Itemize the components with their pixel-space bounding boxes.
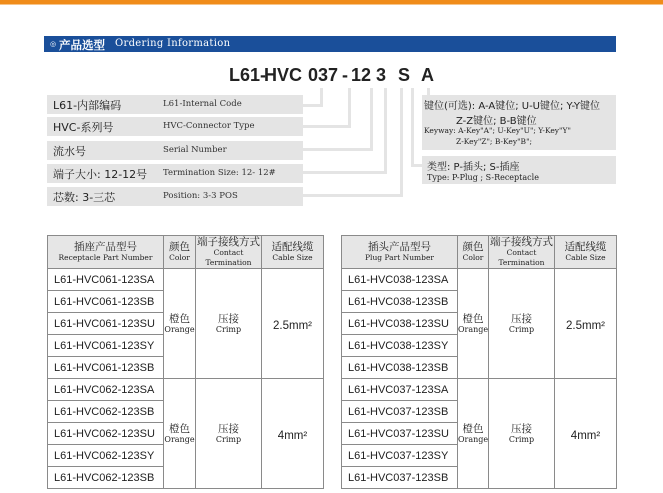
label-zh: L61-内部编码: [53, 99, 122, 112]
header-part-number: 插头产品型号 Plug Part Number: [342, 236, 458, 269]
part-number: L61-HVC037-123SA: [342, 379, 458, 401]
table-header-row: [342, 236, 617, 269]
cable-size-cell: 4mm²: [555, 379, 617, 489]
label-en: Position: 3-3 POS: [163, 191, 238, 201]
connector-line: [303, 171, 387, 174]
type-en: Type: P-Plug ; S-Receptacle: [427, 173, 539, 182]
code-dash: -: [342, 65, 348, 85]
label-zh: HVC-系列号: [53, 121, 114, 134]
connector-line: [370, 88, 373, 151]
cable-size-cell: 4mm²: [262, 379, 324, 489]
part-number: L61-HVC061-123SB: [48, 291, 164, 313]
receptacle-table: [47, 235, 324, 489]
label-type: [422, 156, 616, 184]
part-number: L61-HVC062-123SY: [48, 445, 164, 467]
section-title-en: Ordering Information: [115, 38, 231, 49]
part-number: L61-HVC037-123SB: [342, 401, 458, 423]
table-row: [48, 379, 324, 401]
header-termination: 端子接线方式 Contact Termination: [490, 236, 553, 267]
header-color: 颜色 Color: [164, 236, 196, 269]
part-number: L61-HVC038-123SY: [342, 335, 458, 357]
section-header: [44, 36, 616, 52]
label-zh: 芯数: 3-三芯: [53, 191, 116, 204]
plug-table: [341, 235, 617, 489]
connector-line: [384, 88, 387, 174]
top-accent-line-thin: [0, 4, 663, 5]
color-cell: 橙色 Orange: [164, 379, 196, 489]
part-number: L61-HVC038-123SB: [342, 357, 458, 379]
connector-line: [303, 125, 351, 128]
part-number: L61-HVC062-123SB: [48, 467, 164, 489]
table-row: [342, 269, 617, 291]
label-internal-code: [47, 95, 303, 114]
type-zh: 类型: P-插头; S-插座: [427, 162, 520, 173]
termination-cell: 压接 Crimp: [196, 379, 262, 489]
part-number: L61-HVC038-123SU: [342, 313, 458, 335]
part-number: L61-HVC062-123SB: [48, 401, 164, 423]
keyway-en-line1: Keyway: A-Key"A"; U-Key"U"; Y-Key"Y": [424, 126, 571, 135]
part-number: L61-HVC062-123SU: [48, 423, 164, 445]
termination-cell: 压接 Crimp: [489, 269, 555, 379]
termination-cell: 压接 Crimp: [489, 379, 555, 489]
label-zh: 流水号: [53, 145, 86, 158]
cable-size-cell: 2.5mm²: [262, 269, 324, 379]
part-number: L61-HVC062-123SA: [48, 379, 164, 401]
code-series: HVC: [264, 65, 303, 85]
connector-line: [320, 88, 323, 107]
part-number: L61-HVC037-123SY: [342, 445, 458, 467]
label-position: [47, 187, 303, 206]
label-en: HVC-Connector Type: [163, 121, 255, 131]
part-number: L61-HVC038-123SB: [342, 291, 458, 313]
code-position: 3: [376, 65, 387, 85]
header-termination: 端子接线方式 Contact Termination: [197, 236, 260, 267]
part-number: L61-HVC038-123SA: [342, 269, 458, 291]
label-serial-number: [47, 141, 303, 160]
code-type: S: [398, 65, 411, 85]
code-prefix: L61-: [229, 65, 267, 85]
label-en: L61-Internal Code: [163, 99, 242, 109]
termination-cell: 压接 Crimp: [196, 269, 262, 379]
bullet-icon: ◎: [50, 40, 57, 48]
part-number: L61-HVC037-123SB: [342, 467, 458, 489]
keyway-zh-line1: 键位(可选): A-A键位; U-U键位; Y-Y键位: [424, 101, 600, 112]
part-number: L61-HVC061-123SU: [48, 313, 164, 335]
label-zh: 端子大小: 12-12号: [53, 168, 148, 181]
connector-line: [303, 148, 373, 151]
code-keyway: A: [421, 65, 434, 85]
header-cable-size: 适配线缆 Cable Size: [555, 236, 617, 269]
part-number: L61-HVC061-123SA: [48, 269, 164, 291]
header-cable-size: 适配线缆 Cable Size: [262, 236, 324, 269]
section-title-zh: 产品选型: [59, 38, 105, 52]
header-color: 颜色 Color: [458, 236, 489, 269]
code-serial: 037: [308, 65, 339, 85]
color-cell: 橙色 Orange: [164, 269, 196, 379]
keyway-en-line2: Z-Key"Z"; B-Key"B";: [456, 137, 533, 146]
table-row: [342, 379, 617, 401]
table-row: [48, 269, 324, 291]
label-keyway: [422, 95, 616, 150]
cable-size-cell: 2.5mm²: [555, 269, 617, 379]
label-connector-type: [47, 117, 303, 136]
header-part-number: 插座产品型号 Receptacle Part Number: [48, 236, 164, 269]
color-cell: 橙色 Orange: [458, 269, 489, 379]
label-en: Termination Size: 12- 12#: [163, 168, 276, 178]
keyway-zh-line2: Z-Z键位; B-B键位: [456, 116, 537, 127]
code-termination: 12: [351, 65, 372, 85]
connector-line: [303, 194, 403, 197]
label-en: Serial Number: [163, 145, 227, 155]
label-termination-size: [47, 164, 303, 183]
part-number: L61-HVC061-123SY: [48, 335, 164, 357]
connector-line: [348, 88, 351, 128]
table-header-row: [48, 236, 324, 269]
color-cell: 橙色 Orange: [458, 379, 489, 489]
connector-line: [411, 88, 414, 166]
connector-line: [400, 88, 403, 197]
part-number: L61-HVC061-123SB: [48, 357, 164, 379]
part-number: L61-HVC037-123SU: [342, 423, 458, 445]
